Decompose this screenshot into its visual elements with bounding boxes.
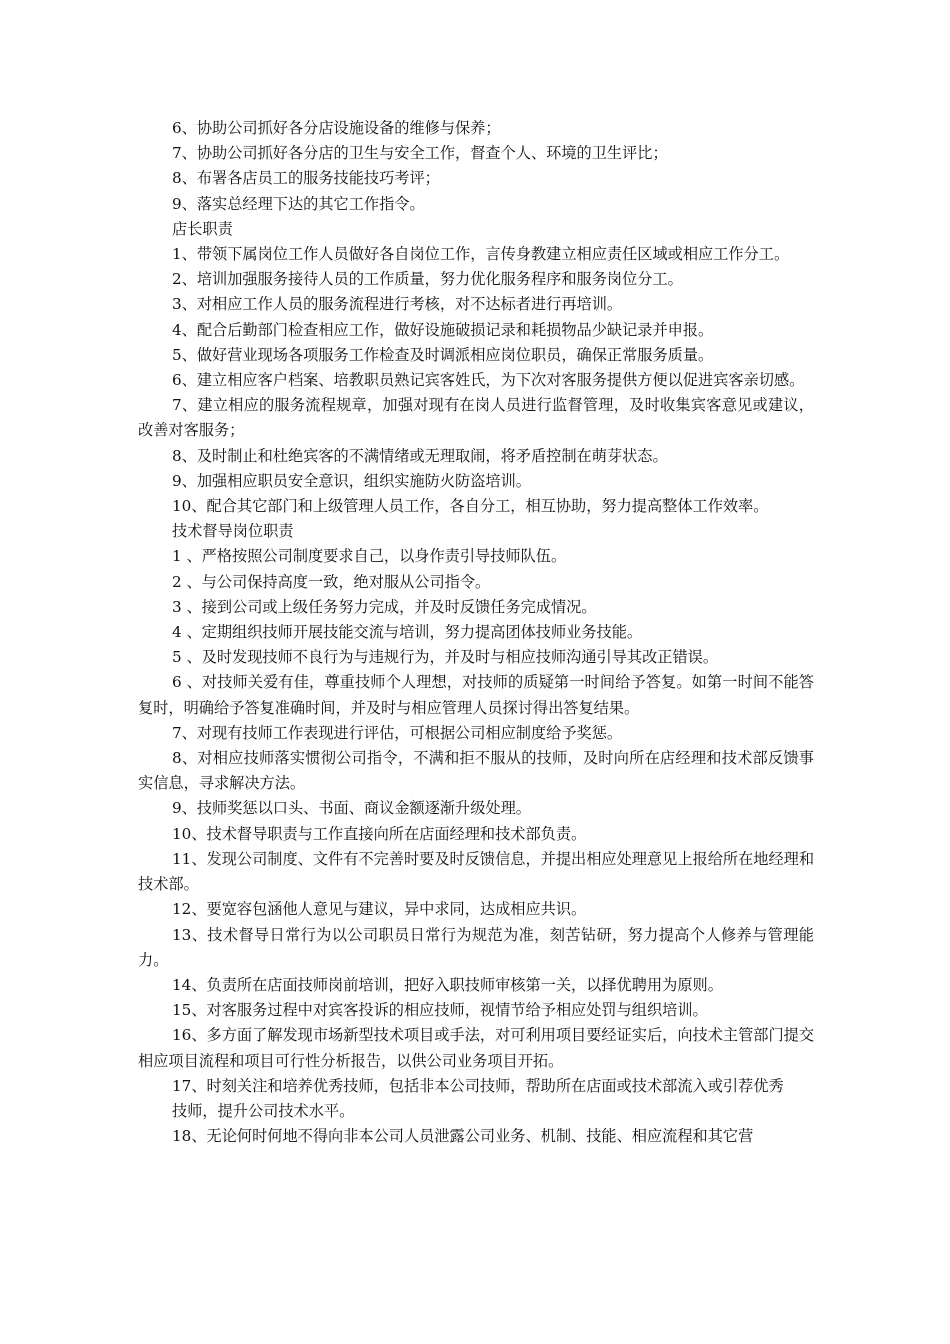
list-item: 10、配合其它部门和上级管理人员工作，各自分工，相互协助，努力提高整体工作效率。 bbox=[172, 497, 769, 516]
list-item: 17、时刻关注和培养优秀技师，包括非本公司技师，帮助所在店面或技术部流入或引荐优秀 bbox=[172, 1076, 784, 1095]
list-item-6: 6、协助公司抓好各分店设施设备的维修与保养； bbox=[172, 119, 501, 137]
list-item: 13、技术督导日常行为以公司职员日常行为规范为准，刻苦钻研，努力提高个人修养与管理能力。 bbox=[138, 925, 814, 969]
list-item: 6 、对技师关爱有佳，尊重技师个人理想，对技师的质疑第一时间给予答复。如第一时间不能答复时，明确给予答复准确时间，并及时与相应管理人员探讨得出答复结果。 bbox=[138, 673, 814, 717]
list-item: 4、配合后勤部门检查相应工作，做好设施破损记录和耗损物品少缺记录并申报。 bbox=[172, 320, 714, 339]
list-item: 5、做好营业现场各项服务工作检查及时调派相应岗位职员，确保正常服务质量。 bbox=[172, 345, 714, 364]
list-item: 7、对现有技师工作表现进行评估，可根据公司相应制度给予奖惩。 bbox=[172, 723, 623, 742]
list-item-8: 8、布署各店员工的服务技能技巧考评； bbox=[172, 169, 440, 188]
list-item: 9、技师奖惩以口头、书面、商议金额逐渐升级处理。 bbox=[172, 799, 531, 818]
list-item: 3 、接到公司或上级任务努力完成，并及时反馈任务完成情况。 bbox=[172, 597, 597, 616]
list-item: 12、要宽容包涵他人意见与建议，异中求同，达成相应共识。 bbox=[172, 900, 587, 919]
list-item: 1、带领下属岗位工作人员做好各自岗位工作，言传身教建立相应责任区域或相应工作分工。 bbox=[172, 245, 790, 264]
document-body bbox=[138, 116, 814, 1149]
list-item: 4 、定期组织技师开展技能交流与培训，努力提高团体技师业务技能。 bbox=[172, 623, 643, 642]
list-item: 5 、及时发现技师不良行为与违规行为，并及时与相应技师沟通引导其改正错误。 bbox=[172, 648, 719, 667]
list-item: 11、发现公司制度、文件有不完善时要及时反馈信息，并提出相应处理意见上报给所在地经理和技术部。 bbox=[138, 849, 815, 894]
list-item: 18、无论何时何地不得向非本公司人员泄露公司业务、机制、技能、相应流程和其它营 bbox=[172, 1127, 754, 1146]
list-item: 2、培训加强服务接待人员的工作质量，努力优化服务程序和服务岗位分工。 bbox=[172, 270, 683, 289]
list-item: 10、技术督导职责与工作直接向所在店面经理和技术部负责。 bbox=[172, 824, 587, 843]
section-heading-store-manager: 店长职责 bbox=[172, 219, 233, 238]
list-item: 14、负责所在店面技师岗前培训，把好入职技师审核第一关，以择优聘用为原则。 bbox=[172, 975, 723, 994]
list-item: 3、对相应工作人员的服务流程进行考核，对不达标者进行再培训。 bbox=[172, 295, 623, 314]
list-item: 6、建立相应客户档案、培教职员熟记宾客姓氏，为下次对客服务提供方便以促进宾客亲切感。 bbox=[172, 371, 805, 390]
list-item-continuation: 技师，提升公司技术水平。 bbox=[172, 1101, 355, 1120]
section-heading-technical-supervisor: 技术督导岗位职责 bbox=[172, 522, 294, 541]
list-item: 1 、严格按照公司制度要求自己，以身作责引导技师队伍。 bbox=[172, 547, 567, 566]
list-item: 8、对相应技师落实惯彻公司指令，不满和拒不服从的技师，及时向所在店经理和技术部反馈事实信息，寻求解决方法。 bbox=[138, 749, 814, 793]
list-item: 7、建立相应的服务流程规章，加强对现有在岗人员进行监督管理，及时收集宾客意见或建议，改善对客服务； bbox=[138, 396, 814, 440]
list-item: 8、及时制止和杜绝宾客的不满情绪或无理取闹，将矛盾控制在萌芽状态。 bbox=[172, 446, 668, 465]
list-item: 2 、与公司保持高度一致，绝对服从公司指令。 bbox=[172, 572, 491, 591]
list-item: 16、多方面了解发现市场新型技术项目或手法，对可利用项目要经证实后，向技术主管部门提交相应项目流程和项目可行性分析报告，以供公司业务项目开拓。 bbox=[138, 1026, 815, 1070]
list-item-9: 9、落实总经理下达的其它工作指令。 bbox=[172, 194, 425, 213]
list-item-7: 7、协助公司抓好各分店的卫生与安全工作，督查个人、环境的卫生评比； bbox=[172, 144, 668, 163]
list-item: 15、对客服务过程中对宾客投诉的相应技师，视情节给予相应处罚与组织培训。 bbox=[172, 1001, 708, 1020]
list-item: 9、加强相应职员安全意识，组织实施防火防盗培训。 bbox=[172, 471, 531, 490]
